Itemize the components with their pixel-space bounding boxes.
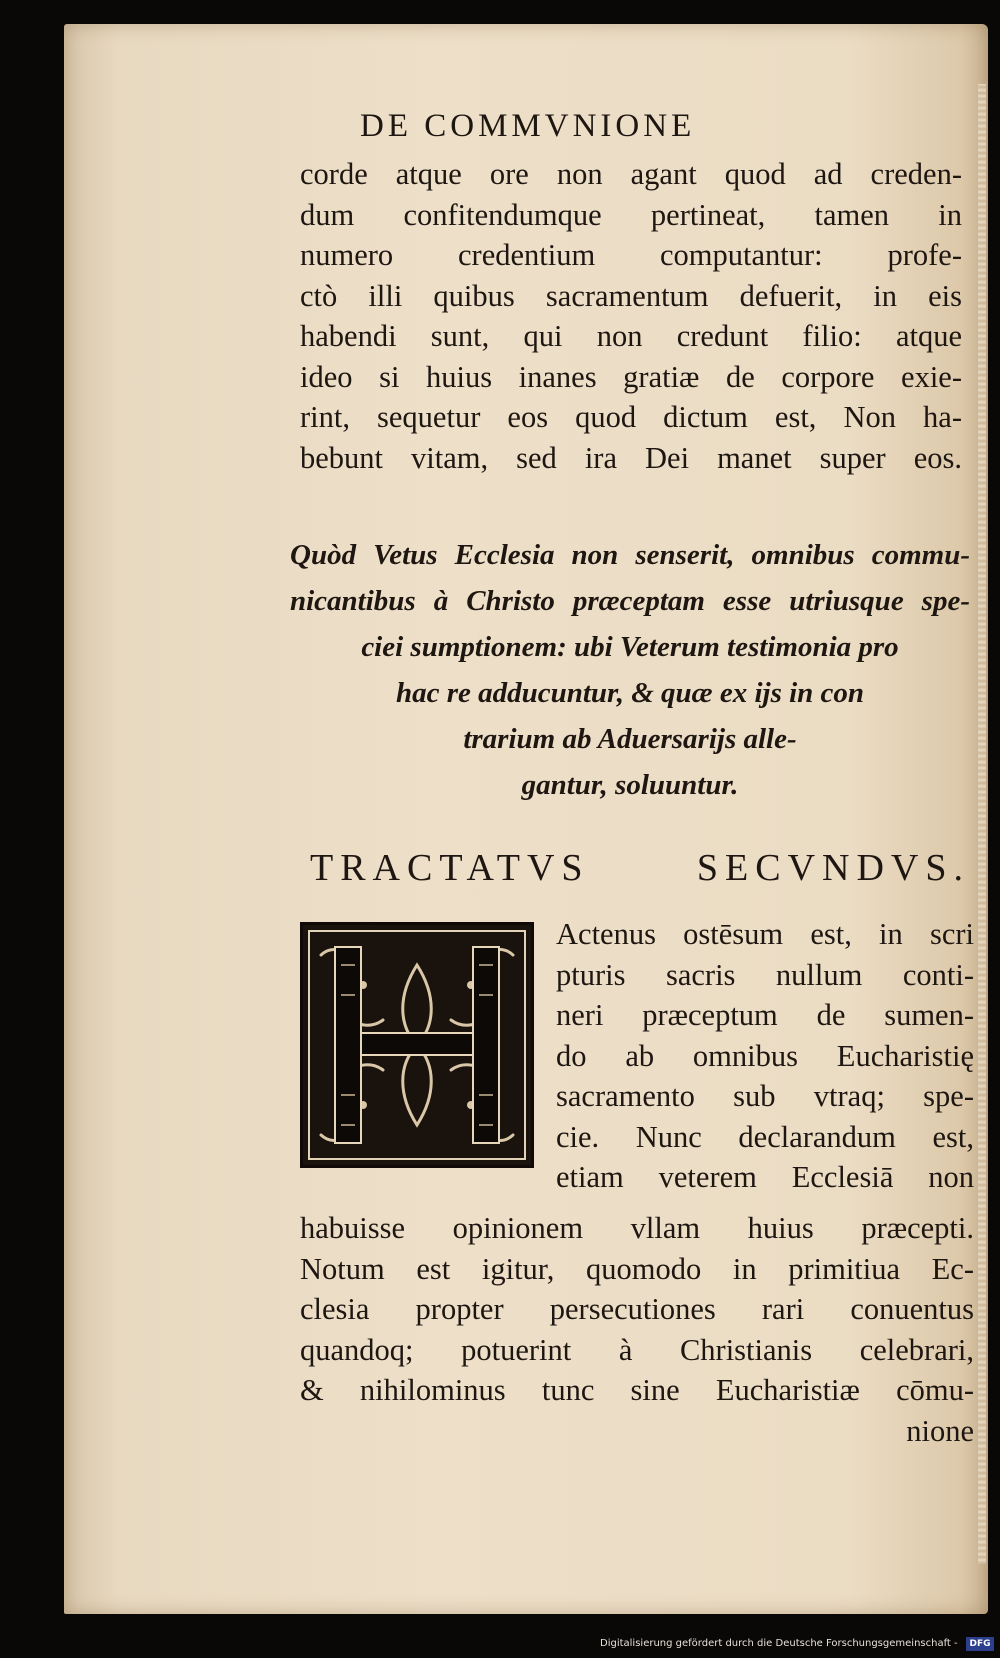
decorated-initial-artwork [303, 925, 531, 1165]
text-line: corde atque ore non agant quod ad creden- [300, 157, 962, 191]
chapter-heading [290, 532, 970, 808]
paragraph-2-full-width [300, 1208, 974, 1451]
text-line: clesia propter persecutiones rari conuentus [300, 1292, 974, 1326]
heading-line: gantur, soluuntur. [521, 769, 739, 801]
text-line: ideo si huius inanes gratiæ de corpore exie- [300, 359, 962, 394]
paragraph-1 [300, 154, 962, 478]
text-line: & nihilominus tunc sine Eucharistiæ cōmu- [300, 1373, 974, 1407]
text-line: quandoq; potuerint à Christianis celebrari, [300, 1332, 974, 1367]
text-line: habendi sunt, qui non credunt filio: atque [300, 319, 962, 353]
catchword: nione [906, 1413, 974, 1448]
text-line: numero credentium computantur: profe- [300, 238, 962, 272]
text-line: rint, sequetur eos quod dictum est, Non ha- [300, 400, 962, 434]
text-line: ctò illi quibus sacramentum defuerit, in eis [300, 278, 962, 313]
heading-line: hac re adducuntur, & quæ ex ijs in con [395, 677, 865, 709]
text-line: sacramento sub vtraq; spe- [556, 1079, 974, 1113]
text-line: bebunt vitam, sed ira Dei manet super eos. [300, 440, 962, 475]
page-edge [978, 84, 986, 1564]
section-title: TRACTATVS SECVNDVS. [310, 847, 970, 889]
text-line: Actenus ostēsum est, in scri [556, 917, 974, 951]
text-line: pturis sacris nullum conti- [556, 957, 974, 992]
heading-line: Quòd Vetus Ecclesia non senserit, omnibus commu- [290, 539, 970, 571]
digitization-credit: Digitalisierung gefördert durch die Deutsche Forschungsgemeinschaft - [600, 1638, 958, 1649]
paragraph-2-beside-initial [556, 914, 974, 1198]
text-line: cie. Nunc declarandum est, [556, 1119, 974, 1154]
text-line: habuisse opinionem vllam huius præcepti. [300, 1211, 974, 1245]
text-line: Notum est igitur, quomodo in primitiua Ec- [300, 1251, 974, 1286]
text-line: etiam veterem Ecclesiā non [556, 1160, 974, 1194]
text-line: dum confitendumque pertineat, tamen in [300, 197, 962, 232]
dfg-logo: DFG [966, 1637, 994, 1651]
running-head: DE COMMVNIONE [360, 108, 696, 144]
decorated-initial [300, 922, 534, 1168]
text-line: do ab omnibus Eucharistię [556, 1038, 974, 1073]
heading-line: ciei sumptionem: ubi Veterum testimonia pro [361, 631, 899, 663]
text-line: neri præceptum de sumen- [556, 998, 974, 1032]
heading-line: nicantibus à Christo præceptam esse utriusque spe- [290, 585, 970, 617]
heading-line: trarium ab Aduersarijs alle- [463, 723, 797, 755]
